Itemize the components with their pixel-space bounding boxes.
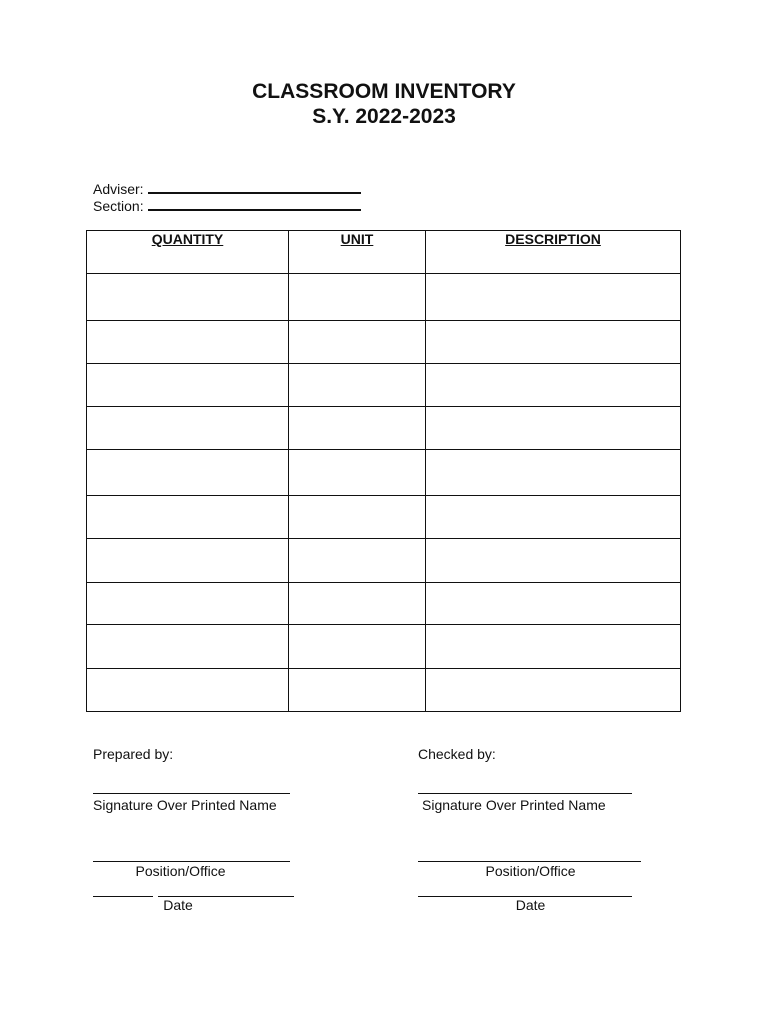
table-row [87,407,681,450]
document-title: CLASSROOM INVENTORY [252,80,516,103]
cell-quantity[interactable] [87,321,289,364]
cell-quantity[interactable] [87,407,289,450]
cell-unit[interactable] [289,364,426,407]
cell-unit[interactable] [289,450,426,496]
inventory-table [86,230,681,712]
cell-description[interactable] [426,321,681,364]
cell-quantity[interactable] [87,496,289,539]
adviser-label: Adviser: [93,181,144,197]
checked-signature-line[interactable] [418,793,632,794]
cell-unit[interactable] [289,274,426,321]
table-row [87,496,681,539]
prepared-position-label: Position/Office [135,863,226,879]
cell-description[interactable] [426,669,681,712]
cell-unit[interactable] [289,583,426,625]
cell-unit[interactable] [289,625,426,669]
table-row [87,274,681,321]
adviser-blank-line[interactable] [148,180,361,194]
cell-unit[interactable] [289,321,426,364]
cell-description[interactable] [426,496,681,539]
school-year: S.Y. 2022-2023 [312,105,456,128]
table-row [87,669,681,712]
cell-unit[interactable] [289,407,426,450]
table-row [87,321,681,364]
cell-description[interactable] [426,539,681,583]
prepared-date-label: Date [163,897,193,913]
table-row [87,625,681,669]
checked-date-label: Date [515,897,546,913]
cell-unit[interactable] [289,669,426,712]
cell-quantity[interactable] [87,539,289,583]
cell-description[interactable] [426,583,681,625]
cell-quantity[interactable] [87,450,289,496]
table-row [87,364,681,407]
cell-quantity[interactable] [87,364,289,407]
header-unit: UNIT [289,231,426,274]
cell-unit[interactable] [289,539,426,583]
table-row [87,539,681,583]
cell-quantity[interactable] [87,669,289,712]
header-quantity: QUANTITY [87,231,289,274]
prepared-signature-label: Signature Over Printed Name [93,797,277,813]
cell-quantity[interactable] [87,583,289,625]
prepared-by-label: Prepared by: [93,746,174,762]
cell-description[interactable] [426,407,681,450]
cell-description[interactable] [426,625,681,669]
header-description: DESCRIPTION [426,231,681,274]
prepared-signature-line[interactable] [93,793,290,794]
checked-position-line[interactable] [418,861,641,862]
cell-description[interactable] [426,364,681,407]
checked-signature-label: Signature Over Printed Name [422,797,606,813]
adviser-field [93,180,361,197]
section-label: Section: [93,198,144,214]
cell-quantity[interactable] [87,274,289,321]
prepared-position-line[interactable] [93,861,290,862]
cell-description[interactable] [426,450,681,496]
cell-unit[interactable] [289,496,426,539]
table-row [87,583,681,625]
table-row [87,450,681,496]
table-header-row [87,231,681,274]
section-field [93,197,361,214]
section-blank-line[interactable] [148,197,361,211]
cell-quantity[interactable] [87,625,289,669]
checked-position-label: Position/Office [485,863,576,879]
cell-description[interactable] [426,274,681,321]
checked-by-label: Checked by: [418,746,496,762]
